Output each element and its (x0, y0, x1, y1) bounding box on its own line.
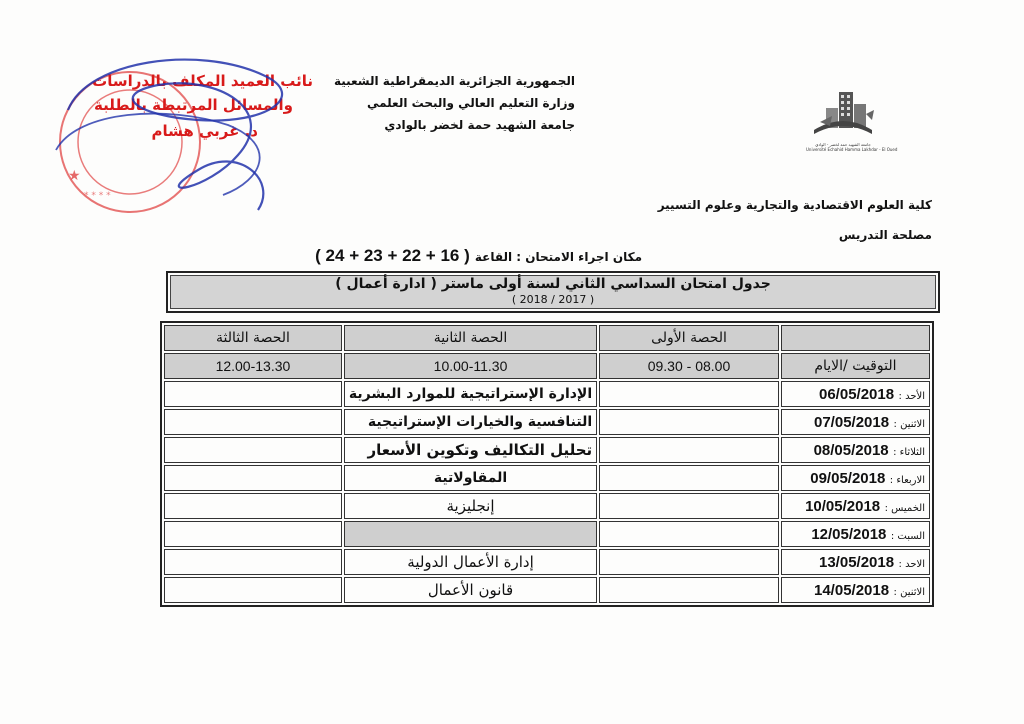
exam-schedule-table (160, 321, 934, 607)
day-cell (781, 409, 930, 435)
signature-icon (48, 50, 318, 220)
session-2-subject: المقاولاتية (344, 465, 597, 491)
exam-date: 06/05/2018 (819, 385, 895, 403)
day-name: الخميس : (884, 502, 925, 514)
session-2-subject: إدارة الأعمال الدولية (344, 549, 597, 575)
session-1-cell (599, 577, 779, 603)
svg-text:* * * *: * * * * (84, 191, 111, 201)
exam-date: 10/05/2018 (805, 497, 881, 515)
table-row (164, 381, 930, 407)
session-2-subject: الإدارة الإستراتيجية للموارد البشرية (344, 381, 597, 407)
exam-date: 09/05/2018 (810, 469, 886, 487)
day-name: الاربعاء : (889, 474, 925, 486)
exam-location-label: مكان اجراء الامتحان : القاعة (474, 250, 642, 264)
session-3-cell (164, 465, 342, 491)
session-1-time: 08.00 - 09.30 (599, 353, 779, 379)
table-row (164, 409, 930, 435)
exam-date: 07/05/2018 (814, 413, 890, 431)
stamp-line-2: والمسائل المرتبطة بالطلبة (94, 96, 293, 114)
session-3-time: 12.00-13.30 (164, 353, 342, 379)
session-1-cell (599, 493, 779, 519)
republic-title: الجمهورية الجزائرية الديمقراطية الشعبية (333, 74, 575, 88)
day-name: الاثنين : (893, 586, 925, 598)
session-3-cell (164, 549, 342, 575)
table-row (164, 437, 930, 463)
schedule-title: جدول امتحان السداسي الثاني لسنة أولى ماستر ( ادارة أعمال ) (335, 276, 771, 292)
table-row (164, 577, 930, 603)
svg-text:★: ★ (68, 168, 81, 184)
academic-year: ( 2017 / 2018 ) (511, 293, 595, 306)
session-1-cell (599, 521, 779, 547)
session-1-cell (599, 381, 779, 407)
day-cell (781, 465, 930, 491)
day-cell (781, 381, 930, 407)
vice-dean-stamp (48, 50, 318, 220)
session-3-cell (164, 493, 342, 519)
day-cell (781, 493, 930, 519)
logo-caption-fr: Université Echahid Hamma Lakhdar - El Oued (806, 147, 898, 152)
session-3-cell (164, 577, 342, 603)
session-1-name: الحصة الأولى (599, 325, 779, 351)
table-header-row (164, 325, 930, 351)
session-1-cell (599, 465, 779, 491)
exam-date: 08/05/2018 (813, 441, 889, 459)
table-time-row (164, 353, 930, 379)
day-name: السبت : (890, 530, 925, 542)
exam-date: 12/05/2018 (811, 525, 887, 543)
table-row (164, 521, 930, 547)
day-cell (781, 549, 930, 575)
session-2-name: الحصة الثانية (344, 325, 597, 351)
session-3-cell (164, 409, 342, 435)
department-name: مصلحة التدريس (838, 228, 932, 242)
exam-location (300, 246, 642, 266)
session-3-cell (164, 521, 342, 547)
day-name: الثلاثاء : (893, 446, 925, 458)
session-2-time: 10.00-11.30 (344, 353, 597, 379)
session-1-cell (599, 549, 779, 575)
ministry-title: وزارة التعليم العالي والبحث العلمي (366, 96, 575, 110)
exam-rooms: ( 16 + 22 + 23 + 24 ) (315, 246, 470, 265)
session-2-subject (344, 521, 597, 547)
exam-date: 13/05/2018 (819, 553, 895, 571)
session-3-cell (164, 437, 342, 463)
corner-cell (781, 325, 930, 351)
day-name: الاثنين : (893, 418, 925, 430)
logo-caption-ar: جامعة الشهيد حمة لخضر - الوادي (815, 142, 871, 147)
table-row (164, 493, 930, 519)
stamp-line-3: د. غربي هشام (151, 122, 258, 140)
day-name: الأحد : (898, 390, 925, 402)
university-logo (806, 86, 898, 152)
session-2-subject: إنجليزية (344, 493, 597, 519)
faculty-name: كلية العلوم الاقتصادية والتجارية وعلوم التسيير (657, 198, 932, 212)
schedule-title-box (166, 271, 940, 313)
table-row (164, 465, 930, 491)
session-2-subject: التنافسية والخيارات الإستراتيجية (344, 409, 597, 435)
session-1-cell (599, 409, 779, 435)
university-title: جامعة الشهيد حمة لخضر بالوادي (384, 118, 575, 132)
table-row (164, 549, 930, 575)
session-2-subject: قانون الأعمال (344, 577, 597, 603)
day-cell (781, 437, 930, 463)
university-logo-icon (806, 86, 880, 138)
session-2-subject: تحليل التكاليف وتكوين الأسعار (344, 437, 597, 463)
day-cell (781, 521, 930, 547)
session-3-cell (164, 381, 342, 407)
session-1-cell (599, 437, 779, 463)
stamp-line-1: نائب العميد المكلف بالدراسات (92, 72, 313, 90)
day-cell (781, 577, 930, 603)
exam-date: 14/05/2018 (814, 581, 890, 599)
session-3-name: الحصة الثالثة (164, 325, 342, 351)
day-name: الاحد : (898, 558, 925, 570)
ministry-header (333, 70, 575, 136)
corner-label: التوقيت /الايام (781, 353, 930, 379)
